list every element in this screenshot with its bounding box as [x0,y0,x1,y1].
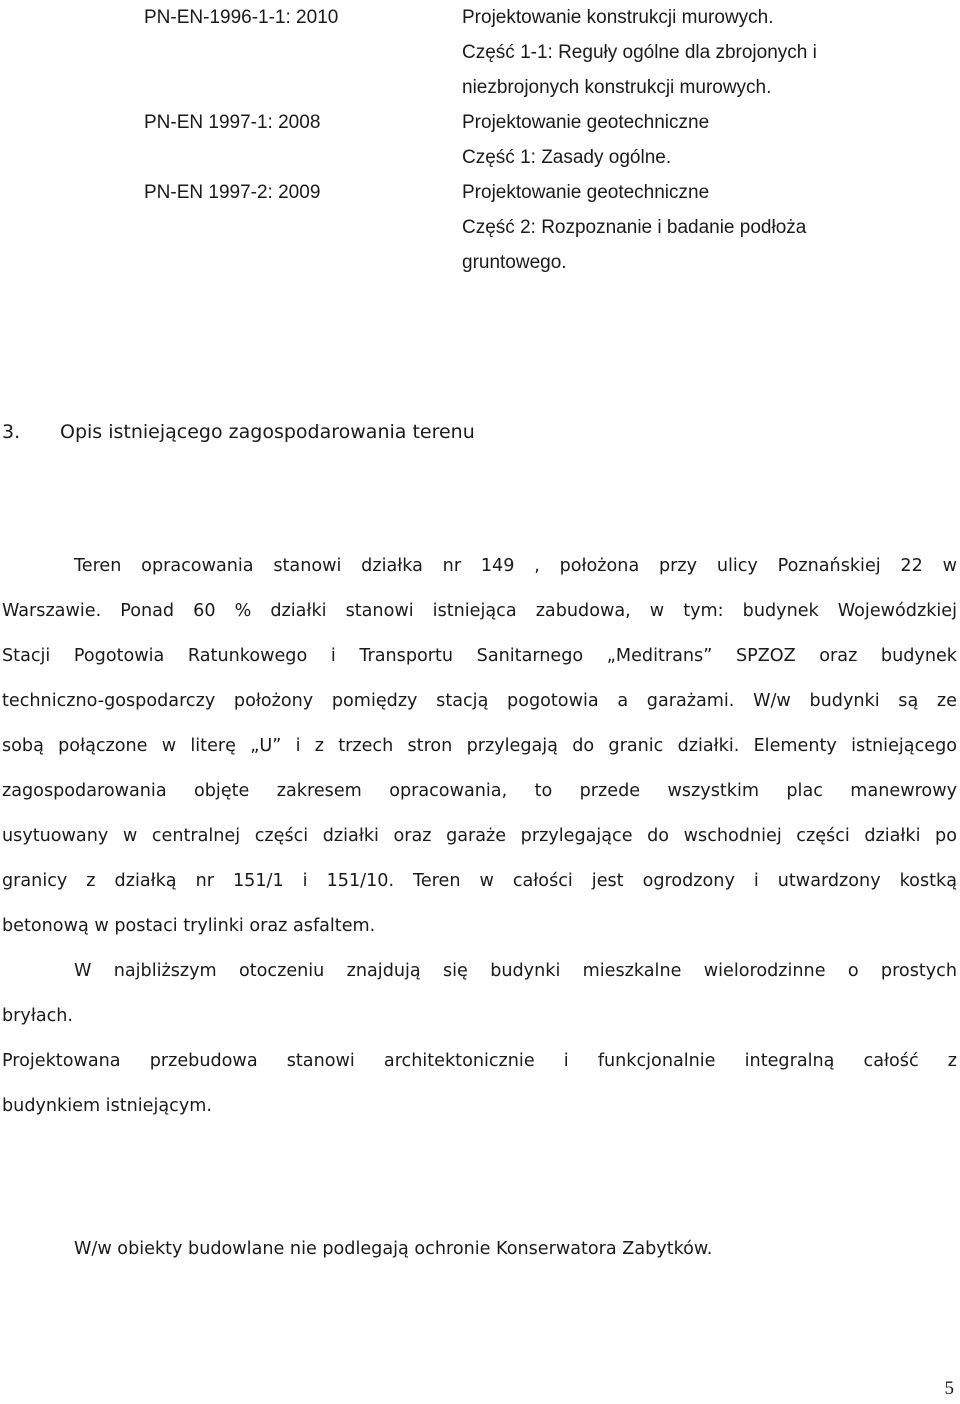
paragraph-line: Warszawie. Ponad 60 % działki stanowi istniejąca zabudowa, w tym: budynek Wojewódzkiej [2,601,957,621]
body-text [2,544,957,1129]
paragraph-line: techniczno-gospodarczy położony pomiędzy stacją pogotowia a garażami. W/w budynki są ze [2,691,957,711]
norm-entry [0,0,960,105]
paragraph-line: bryłach. [2,1006,74,1026]
norm-description-line: niezbrojonych konstrukcji murowych. [462,77,772,98]
paragraph-line: granicy z działką nr 151/1 i 151/10. Teren w całości jest ogrodzony i utwardzony kostką [2,871,957,891]
page-number: 5 [944,1378,954,1399]
norm-description-line: Część 1: Zasady ogólne. [462,147,672,168]
norm-description [462,0,862,105]
paragraph-line: Projektowana przebudowa stanowi architektonicznie i funkcjonalnie integralną całość z [2,1051,957,1071]
paragraph-line: Teren opracowania stanowi działka nr 149 , położona przy ulicy Poznańskiej 22 w [74,556,957,576]
section-title: Opis istniejącego zagospodarowania terenu [60,421,475,443]
norm-entry [0,175,960,280]
norm-description-line: Projektowanie geotechniczne [462,112,710,133]
paragraph-line: usytuowany w centralnej części działki oraz garaże przylegające do wschodniej części działki po [2,826,957,846]
paragraph-line: Stacji Pogotowia Ratunkowego i Transportu Sanitarnego „Meditrans” SPZOZ oraz budynek [2,646,957,666]
paragraph-line: W najbliższym otoczeniu znajdują się budynki mieszkalne wielorodzinne o prostych [74,961,957,981]
paragraph-line: betonową w postaci trylinki oraz asfaltem. [2,916,376,936]
norms-list [0,0,960,280]
norm-description-line: Projektowanie konstrukcji murowych. [462,7,774,28]
paragraph-line: zagospodarowania objęte zakresem opracowania, to przede wszystkim plac manewrowy [2,781,957,801]
norm-description [462,175,862,280]
norm-code: PN-EN 1997-1: 2008 [144,112,321,133]
norm-description-line: Część 1-1: Reguły ogólne dla zbrojonych i [462,42,817,63]
section-heading [2,415,475,449]
norm-description-line: gruntowego. [462,252,567,273]
paragraph-line: sobą połączone w literę „U” i z trzech stron przylegają do granic działki. Elementy istniejącego [2,736,957,756]
norm-entry [0,105,960,175]
norm-description [462,105,862,175]
paragraph-line: budynkiem istniejącym. [2,1096,212,1116]
section-number: 3. [2,421,21,443]
norm-description-line: Część 2: Rozpoznanie i badanie podłoża [462,217,807,238]
norm-code: PN-EN-1996-1-1: 2010 [144,7,339,28]
norm-description-line: Projektowanie geotechniczne [462,182,710,203]
norm-code: PN-EN 1997-2: 2009 [144,182,321,203]
closing-note: W/w obiekty budowlane nie podlegają ochronie Konserwatora Zabytków. [74,1239,713,1259]
